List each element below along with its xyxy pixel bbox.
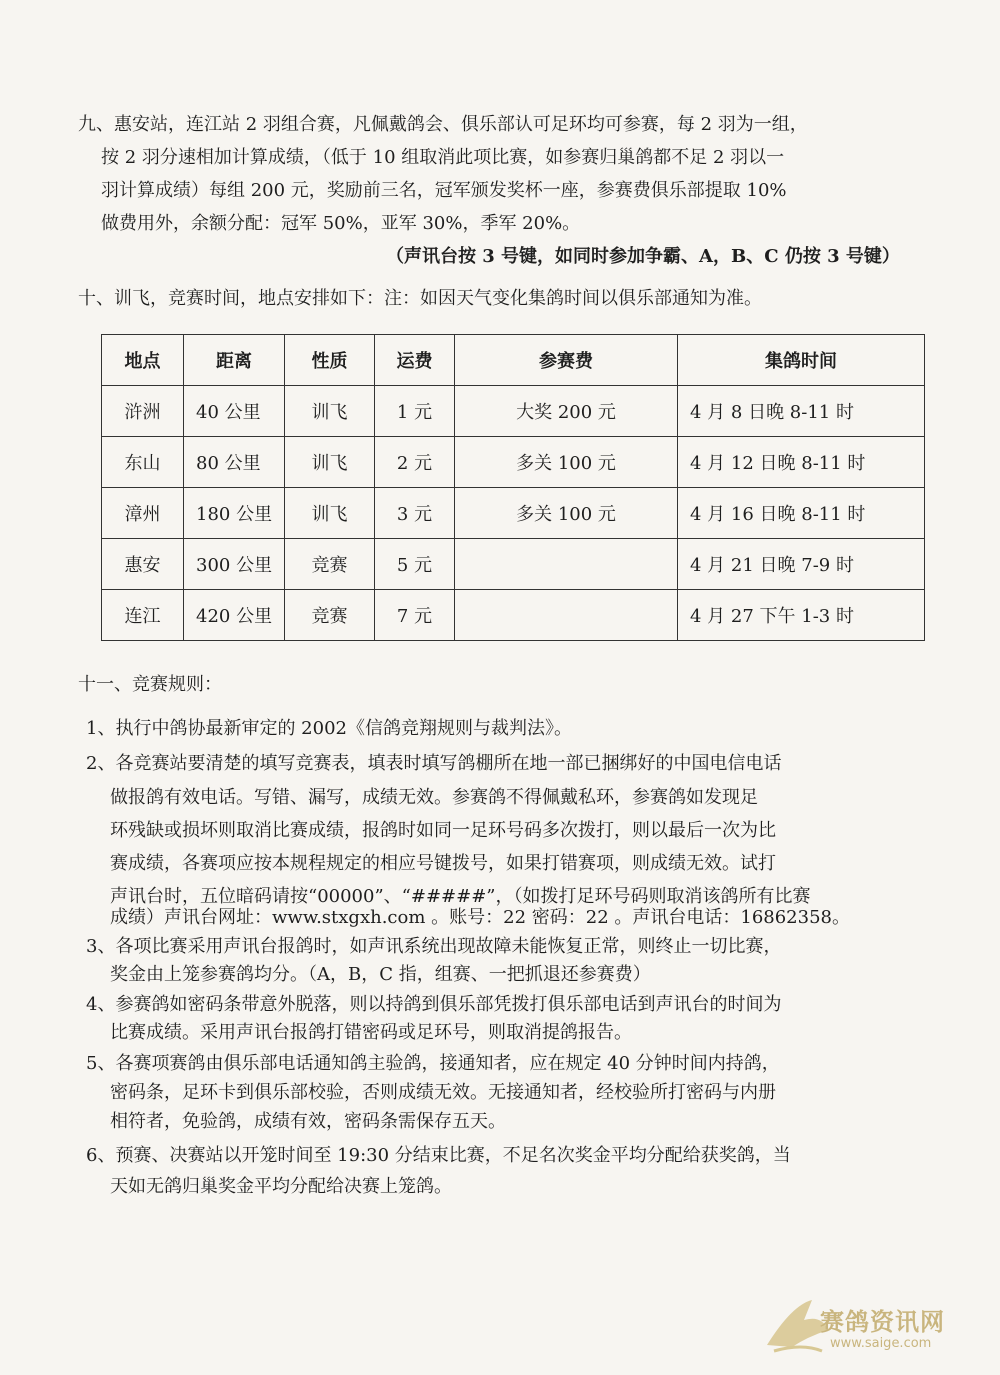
cell-freight: 2 元 <box>375 437 455 488</box>
cell-entry-fee: 多关 100 元 <box>455 488 678 539</box>
cell-freight: 3 元 <box>375 488 455 539</box>
rule-2-line5: 声讯台时，五位暗码请按“00000”、“#####”，（如拨打足环号码则取消该鸽所有比赛 <box>110 886 811 907</box>
header-location: 地点 <box>102 335 184 386</box>
cell-location: 浒洲 <box>102 386 184 437</box>
cell-freight: 1 元 <box>375 386 455 437</box>
rule-2-line4: 赛成绩，各赛项应按本规程规定的相应号键拨号，如果打错赛项，则成绩无效。试打 <box>110 853 776 874</box>
cell-type: 竞赛 <box>285 539 375 590</box>
cell-type: 竞赛 <box>285 590 375 641</box>
table-header-row <box>102 335 925 386</box>
header-freight: 运费 <box>375 335 455 386</box>
header-collection-time: 集鸽时间 <box>678 335 925 386</box>
cell-freight: 7 元 <box>375 590 455 641</box>
table-row <box>102 539 925 590</box>
cell-collection-time: 4 月 21 日晚 7-9 时 <box>678 539 925 590</box>
table-row <box>102 488 925 539</box>
rule-3-line1: 3、各项比赛采用声讯台报鸽时，如声讯系统出现故障未能恢复正常，则终止一切比赛， <box>86 936 782 957</box>
cell-collection-time: 4 月 8 日晚 8-11 时 <box>678 386 925 437</box>
sec9-note: （声讯台按 3 号键，如同时参加争霸、A，B、C 仍按 3 号键） <box>386 246 900 267</box>
table-row <box>102 437 925 488</box>
rule-1: 1、执行中鸽协最新审定的 2002《信鸽竞翔规则与裁判法》。 <box>86 718 572 739</box>
watermark-url: www.saige.com <box>830 1336 932 1351</box>
watermark-name: 赛鸽资讯网 <box>820 1308 945 1336</box>
rule-2-line6: 成绩）声讯台网址：www.stxgxh.com 。账号：22 密码：22 。声讯台电话：16862358。 <box>110 907 850 928</box>
header-type: 性质 <box>285 335 375 386</box>
schedule-table <box>101 334 925 641</box>
cell-distance: 300 公里 <box>184 539 285 590</box>
cell-location: 连江 <box>102 590 184 641</box>
cell-type: 训飞 <box>285 386 375 437</box>
cell-entry-fee: 多关 100 元 <box>455 437 678 488</box>
sec9-line3: 羽计算成绩）每组 200 元，奖励前三名，冠军颁发奖杯一座，参赛费俱乐部提取 10% <box>101 180 787 201</box>
rule-5-line1: 5、各赛项赛鸽由俱乐部电话通知鸽主验鸽，接通知者，应在规定 40 分钟时间内持鸽， <box>86 1053 780 1074</box>
sec10-title: 十、训飞，竞赛时间，地点安排如下：注：如因天气变化集鸽时间以俱乐部通知为准。 <box>78 288 762 309</box>
rule-2-line2: 做报鸽有效电话。写错、漏写，成绩无效。参赛鸽不得佩戴私环，参赛鸽如发现足 <box>110 787 758 808</box>
cell-location: 漳州 <box>102 488 184 539</box>
sec9-line1: 九、惠安站，连江站 2 羽组合赛，凡佩戴鸽会、俱乐部认可足环均可参赛，每 2 羽为一组， <box>78 114 808 135</box>
cell-location: 东山 <box>102 437 184 488</box>
cell-distance: 420 公里 <box>184 590 285 641</box>
rule-3-line2: 奖金由上笼参赛鸽均分。（A，B，C 指，组赛、一把抓退还参赛费） <box>110 964 651 985</box>
header-entry-fee: 参赛费 <box>455 335 678 386</box>
cell-entry-fee: 大奖 200 元 <box>455 386 678 437</box>
cell-entry-fee <box>455 539 678 590</box>
rule-4-line1: 4、参赛鸽如密码条带意外脱落，则以持鸽到俱乐部凭拨打俱乐部电话到声讯台的时间为 <box>86 994 782 1015</box>
cell-type: 训飞 <box>285 437 375 488</box>
cell-location: 惠安 <box>102 539 184 590</box>
cell-collection-time: 4 月 12 日晚 8-11 时 <box>678 437 925 488</box>
sec11-title: 十一、竞赛规则： <box>78 674 222 695</box>
header-distance: 距离 <box>184 335 285 386</box>
rule-6-line1: 6、预赛、决赛站以开笼时间至 19:30 分结束比赛，不足名次奖金平均分配给获奖鸽，当 <box>86 1145 791 1166</box>
rule-2-line1: 2、各竞赛站要清楚的填写竞赛表，填表时填写鸽棚所在地一部已捆绑好的中国电信电话 <box>86 753 782 774</box>
rule-5-line3: 相符者，免验鸽，成绩有效，密码条需保存五天。 <box>110 1111 506 1132</box>
sec9-line4: 做费用外，余额分配：冠军 50%，亚军 30%，季军 20%。 <box>101 213 581 234</box>
cell-entry-fee <box>455 590 678 641</box>
cell-distance: 80 公里 <box>184 437 285 488</box>
sec9-line2: 按 2 羽分速相加计算成绩，（低于 10 组取消此项比赛，如参赛归巢鸽都不足 2 羽以一 <box>101 147 785 168</box>
rule-4-line2: 比赛成绩。采用声讯台报鸽打错密码或足环号，则取消提鸽报告。 <box>110 1022 632 1043</box>
table-row <box>102 386 925 437</box>
cell-distance: 40 公里 <box>184 386 285 437</box>
table-row <box>102 590 925 641</box>
rule-5-line2: 密码条，足环卡到俱乐部校验，否则成绩无效。无接通知者，经校验所打密码与内册 <box>110 1082 776 1103</box>
cell-collection-time: 4 月 27 下午 1-3 时 <box>678 590 925 641</box>
cell-type: 训飞 <box>285 488 375 539</box>
rule-6-line2: 天如无鸽归巢奖金平均分配给决赛上笼鸽。 <box>110 1176 452 1197</box>
cell-freight: 5 元 <box>375 539 455 590</box>
cell-collection-time: 4 月 16 日晚 8-11 时 <box>678 488 925 539</box>
cell-distance: 180 公里 <box>184 488 285 539</box>
rule-2-line3: 环残缺或损坏则取消比赛成绩，报鸽时如同一足环号码多次拨打，则以最后一次为比 <box>110 820 776 841</box>
